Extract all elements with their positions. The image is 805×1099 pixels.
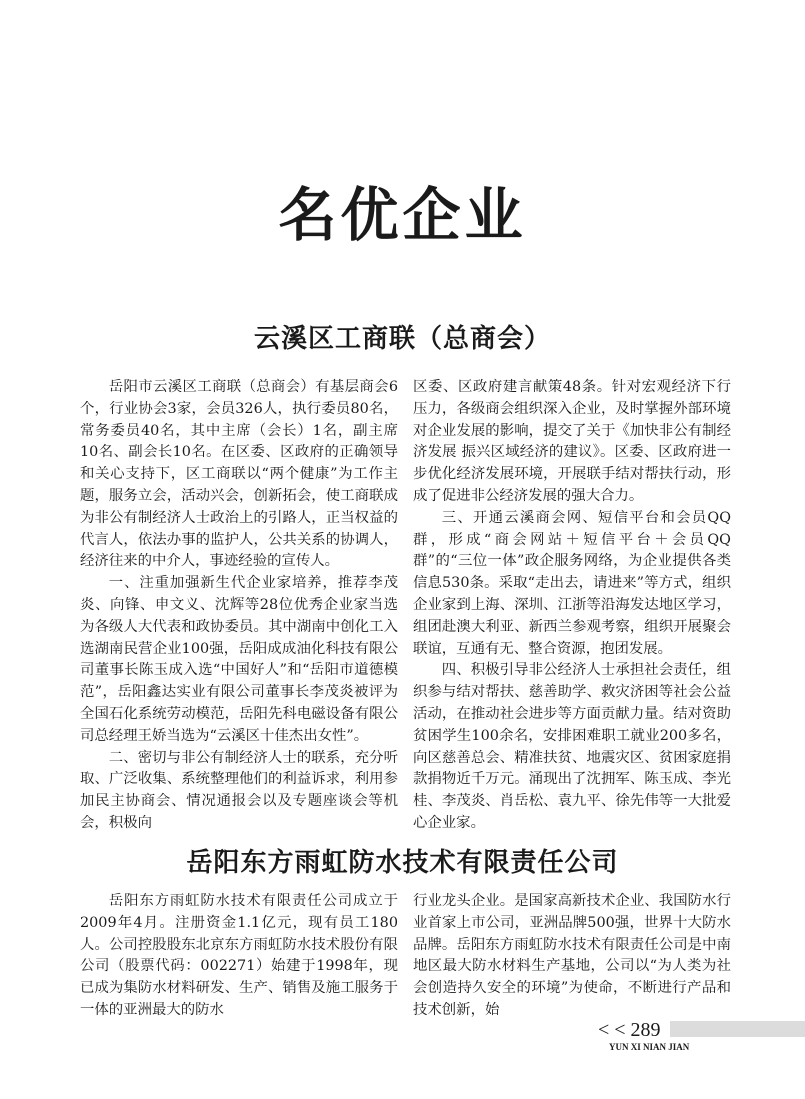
paragraph: 二、密切与非公有制经济人士的联系，充分听取、广泛收集、系统整理他们的利益诉求，利用参加民主协商会、情况通报会以及专题座谈会等机会，积极向 xyxy=(80,749,398,831)
paragraph-continuation: 区委、区政府建言献策48条。针对宏观经济下行压力，各级商会组织深入企业，及时掌握外部环境对企业发展的影响，提交了关于《加快非公有制经济发展 振兴区域经济的建议》。区委、区政府进一步优化经济发展环境，开展联手结对帮扶行动，形成了促进非公经济发展的强大合力。 xyxy=(413,379,731,504)
paragraph-continuation: 行业龙头企业。是国家高新技术企业、我国防水行业首家上市公司，亚洲品牌500强，世界十大防水品牌。岳阳东方雨虹防水技术有限责任公司是中南地区最大防水材料生产基地，公司以“为人类为社会创造持久安全的环境”为使命，不断进行产品和技术创新，始 xyxy=(413,893,731,1018)
footer-bar xyxy=(670,1021,805,1037)
section1-left-column xyxy=(80,377,398,835)
paragraph: 四、积极引导非公经济人士承担社会责任，组织参与结对帮扶、慈善助学、救灾济困等社会公益活动，在推动社会进步等方面贡献力量。结对资助贫困学生100余名，安排困难职工就业200多名，向区慈善总会、精准扶贫、地震灾区、贫困家庭捐款捐物近千万元。涌现出了沈拥军、陈玉成、李光桂、李茂炎、肖岳松、袁九平、徐先伟等一大批爱心企业家。 xyxy=(413,662,731,831)
paragraph: 岳阳市云溪区工商联（总商会）有基层商会6个，行业协会3家，会员326人，执行委员80名，常务委员40名，其中主席（会长）1名，副主席10名、副会长10名。在区委、区政府的正确领导和关心支持下，区工商联以“两个健康”为工作主题，服务立会，活动兴会，创新拓会，使工商联成为非公有制经济人士政治上的引路人，正当权益的代言人，依法办事的监护人，公共关系的协调人，经济往来的中介人，事迹经验的宣传人。 xyxy=(80,379,398,570)
section1-heading: 云溪区工商联（总商会） xyxy=(253,324,551,354)
paragraph: 三、开通云溪商会网、短信平台和会员QQ群，形成“商会网站＋短信平台＋会员QQ群”的“三位一体”政企服务网络，为企业提供各类信息530条。采取“走出去，请进来”等方式，组织企业家到上海、深圳、江浙等沿海发达地区学习，组团赴澳大利亚、新西兰参观考察，组织开展聚会联谊，互通有无、整合资源，抱团发展。 xyxy=(413,509,731,657)
section1-right-column xyxy=(413,377,731,835)
page-title: 名优企业 xyxy=(278,181,527,249)
paragraph: 岳阳东方雨虹防水技术有限责任公司成立于2009年4月。注册资金1.1亿元，现有员工180人。公司控股股东北京东方雨虹防水技术股份有限公司（股票代码：002271）始建于1998年，现已成为集防水材料研发、生产、销售及施工服务于一体的亚洲最大的防水 xyxy=(80,893,398,1018)
page-number: < < 289 xyxy=(598,1019,661,1041)
section2-left-column xyxy=(80,891,398,1022)
section2-heading: 岳阳东方雨虹防水技术有限责任公司 xyxy=(186,848,619,878)
book-name: YUN XI NIAN JIAN xyxy=(609,1042,690,1052)
section2-right-column xyxy=(413,891,731,1022)
paragraph: 一、注重加强新生代企业家培养，推荐李茂炎、向锋、申文义、沈辉等28位优秀企业家当选为各级人大代表和政协委员。其中湖南中创化工入选湖南民营企业100强，岳阳成成油化科技有限公司董事长陈玉成入选“中国好人”和“岳阳市道德模范”，岳阳鑫达实业有限公司董事长李茂炎被评为全国石化系统劳动模范，岳阳先科电磁设备有限公司总经理王娇当选为“云溪区十佳杰出女性”。 xyxy=(80,575,398,744)
